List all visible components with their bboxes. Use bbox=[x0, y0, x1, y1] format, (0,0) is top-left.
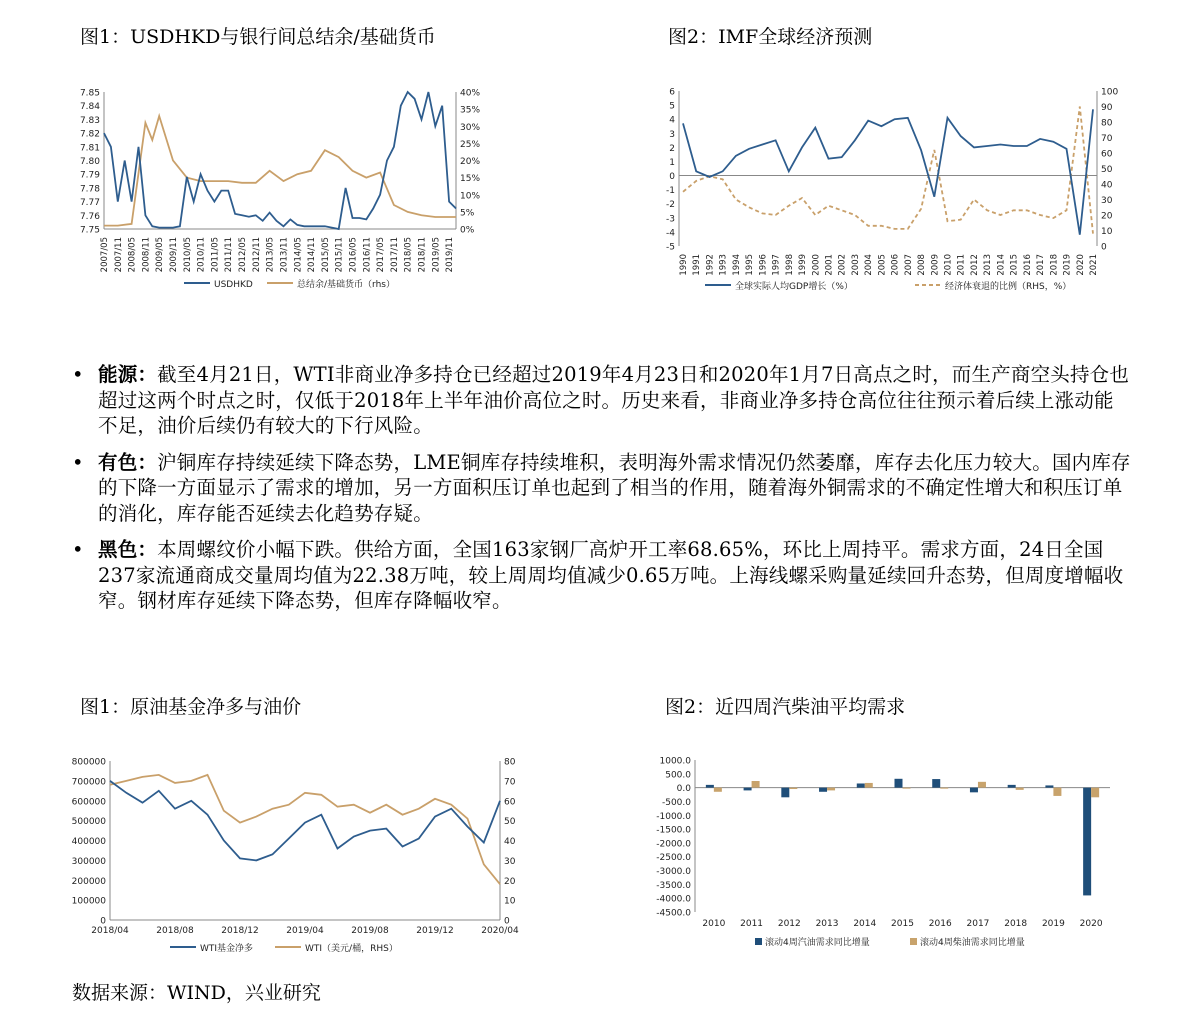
x-tick-label: 2017/11 bbox=[389, 237, 400, 273]
y-tick-label-left: -1500.0 bbox=[656, 825, 691, 836]
bar-diesel bbox=[1016, 788, 1024, 790]
x-tick-label: 2018/05 bbox=[403, 237, 414, 273]
series-line-gdp-growth bbox=[683, 109, 1093, 234]
bullet-nonferrous bbox=[72, 450, 1132, 527]
y-tick-label-left: -3 bbox=[666, 214, 675, 225]
x-tick-label: 2011 bbox=[956, 253, 967, 276]
x-tick-label: 2007/05 bbox=[100, 237, 110, 273]
x-tick-label: 2020 bbox=[1079, 919, 1103, 929]
y-tick-label-left: 7.84 bbox=[79, 102, 100, 113]
chart3-wti bbox=[60, 745, 530, 960]
x-tick-label: 2017 bbox=[966, 919, 990, 929]
y-tick-label-right: 50 bbox=[1101, 165, 1113, 175]
bar-diesel bbox=[865, 783, 873, 788]
x-tick-label: 2008/11 bbox=[141, 236, 152, 273]
x-tick-label: 2011/05 bbox=[210, 236, 221, 273]
bullet-dot: • bbox=[72, 363, 84, 386]
x-tick-label: 2000 bbox=[811, 254, 822, 276]
y-tick-label-left: -1000.0 bbox=[656, 811, 691, 822]
x-tick-label: 2008/05 bbox=[127, 236, 138, 273]
x-tick-label: 1991 bbox=[692, 253, 703, 276]
x-tick-label: 2007/11 bbox=[113, 236, 124, 273]
y-tick-label-left: -4 bbox=[666, 228, 675, 239]
y-tick-label-left: 7.79 bbox=[79, 170, 100, 181]
bullet-energy bbox=[72, 362, 1132, 439]
y-tick-label-left: -3000.0 bbox=[656, 867, 691, 878]
bullet-dot: • bbox=[72, 538, 84, 561]
y-tick-label-left: -500.0 bbox=[661, 797, 691, 808]
bullet-head: 黑色： bbox=[98, 538, 158, 561]
x-tick-label: 2012/05 bbox=[238, 236, 248, 273]
x-tick-label: 2004 bbox=[864, 254, 875, 276]
y-tick-label-left: 7.81 bbox=[79, 143, 100, 154]
x-tick-label: 1999 bbox=[798, 253, 808, 276]
x-tick-label: 2014/11 bbox=[307, 237, 318, 273]
x-tick-label: 2018 bbox=[1049, 253, 1060, 276]
legend-label: 滚动4周柴油需求同比增量 bbox=[920, 938, 1025, 948]
bar-gasoline bbox=[1045, 785, 1053, 787]
x-tick-label: 2017/05 bbox=[376, 237, 387, 273]
y-tick-label-left: 5 bbox=[669, 101, 675, 112]
y-tick-label-left: -5 bbox=[666, 242, 675, 253]
x-tick-label: 2018/08 bbox=[156, 926, 194, 936]
y-tick-label-right: 80 bbox=[504, 757, 516, 768]
x-tick-label: 2010/05 bbox=[182, 236, 193, 273]
y-tick-label-right: 40 bbox=[1101, 180, 1113, 191]
x-tick-label: 1995 bbox=[745, 253, 756, 276]
x-tick-label: 2019 bbox=[1062, 253, 1073, 276]
bar-diesel bbox=[789, 788, 797, 789]
series-line-wti-price bbox=[110, 775, 500, 884]
y-tick-label-right: 70 bbox=[504, 777, 516, 788]
y-tick-label-right: 50 bbox=[504, 817, 516, 828]
data-source: 数据来源：WIND，兴业研究 bbox=[72, 982, 321, 1004]
bullet-head: 能源： bbox=[98, 363, 158, 386]
y-tick-label-right: 0% bbox=[460, 225, 475, 236]
series-line-usdhkd bbox=[104, 92, 456, 229]
y-tick-label-right: 30 bbox=[504, 856, 516, 867]
y-tick-label-left: 800000 bbox=[71, 757, 106, 768]
x-tick-label: 2001 bbox=[824, 254, 835, 276]
y-tick-label-left: 7.82 bbox=[79, 129, 100, 140]
y-tick-label-left: 0.0 bbox=[676, 784, 691, 795]
y-tick-label-left: 7.76 bbox=[79, 211, 100, 222]
bar-diesel bbox=[978, 782, 986, 788]
series-line-base-money bbox=[104, 116, 456, 226]
x-tick-label: 2010 bbox=[943, 253, 954, 276]
y-tick-label-left: 700000 bbox=[71, 777, 106, 788]
bar-gasoline bbox=[706, 785, 714, 788]
x-tick-label: 2019/12 bbox=[416, 926, 454, 936]
chart1-title: 图1：USDHKD与银行间总结余/基础货币 bbox=[80, 26, 436, 48]
x-tick-label: 2014 bbox=[853, 919, 877, 929]
bar-diesel bbox=[827, 788, 835, 791]
y-tick-label-left: 600000 bbox=[71, 797, 106, 808]
x-tick-label: 2013/11 bbox=[279, 237, 290, 273]
bullet-text: 截至4月21日，WTI非商业净多持仓已经超过2019年4月23日和2020年1月7日高点之时，而生产商空头持仓也超过这两个时点之时，仅低于2018年上半年油价高位之时。历史来看，非商业净多持仓高位往往预示着后续上涨动能不足，油价后续仍有较大的下行风险。 bbox=[98, 363, 1130, 437]
y-tick-label-left: 500000 bbox=[71, 817, 106, 828]
x-tick-label: 2021 bbox=[1089, 254, 1099, 276]
y-tick-label-left: 0 bbox=[100, 916, 106, 927]
x-tick-label: 2020/04 bbox=[481, 926, 519, 936]
y-tick-label-right: 10% bbox=[460, 191, 481, 202]
x-tick-label: 2016 bbox=[1022, 254, 1033, 276]
x-tick-label: 1997 bbox=[771, 254, 782, 276]
y-tick-label-right: 15% bbox=[460, 174, 481, 185]
x-tick-label: 2012/11 bbox=[251, 236, 262, 273]
legend-swatch bbox=[755, 938, 762, 945]
bar-gasoline bbox=[1083, 788, 1091, 896]
legend-swatch bbox=[910, 938, 917, 945]
y-tick-label-right: 60 bbox=[504, 797, 516, 808]
y-tick-label-right: 90 bbox=[1101, 103, 1113, 113]
x-tick-label: 2003 bbox=[850, 253, 861, 276]
y-tick-label-left: 7.77 bbox=[79, 198, 100, 209]
bullet-text: 沪铜库存持续延续下降态势，LME铜库存持续堆积，表明海外需求情况仍然萎靡，库存去化压力较大。国内库存的下降一方面显示了需求的增加，另一方面积压订单也起到了相当的作用，随着海外铜需求的不确定性增大和积压订单的消化，库存能否延续去化趋势存疑。 bbox=[98, 450, 1131, 525]
legend-label: 总结余/基础货币（rhs） bbox=[297, 280, 395, 290]
chart4-fuel-demand bbox=[645, 750, 1115, 960]
x-tick-label: 2014 bbox=[996, 253, 1007, 276]
x-tick-label: 2018/12 bbox=[221, 926, 259, 936]
x-tick-label: 1998 bbox=[784, 253, 795, 276]
y-tick-label-left: 2 bbox=[669, 143, 675, 154]
y-tick-label-left: -3500.0 bbox=[656, 880, 691, 891]
bar-diesel bbox=[1091, 788, 1099, 798]
y-tick-label-left: -4500.0 bbox=[656, 908, 691, 919]
chart4-title: 图2：近四周汽柴油平均需求 bbox=[665, 696, 906, 718]
x-tick-label: 1992 bbox=[705, 254, 716, 276]
bar-diesel bbox=[940, 788, 948, 789]
bullet-ferrous bbox=[72, 537, 1132, 614]
y-tick-label-right: 80 bbox=[1101, 118, 1113, 129]
y-tick-label-right: 20% bbox=[460, 157, 481, 167]
chart2-imf bbox=[645, 78, 1135, 318]
y-tick-label-left: -2 bbox=[666, 200, 675, 211]
y-tick-label-right: 100 bbox=[1101, 87, 1119, 98]
y-tick-label-left: 7.85 bbox=[79, 88, 100, 99]
y-tick-label-right: 40% bbox=[460, 88, 481, 99]
bar-gasoline bbox=[970, 788, 978, 793]
y-tick-label-left: 0 bbox=[669, 172, 675, 183]
x-tick-label: 2009 bbox=[930, 254, 941, 276]
x-tick-label: 1993 bbox=[718, 254, 729, 276]
x-tick-label: 2008 bbox=[917, 254, 928, 276]
x-tick-label: 2015/05 bbox=[320, 237, 331, 273]
legend-label: 经济体衰退的比例（RHS，%） bbox=[945, 282, 1072, 292]
y-tick-label-left: 7.83 bbox=[79, 115, 100, 126]
bar-gasoline bbox=[895, 779, 903, 788]
y-tick-label-left: 100000 bbox=[71, 896, 106, 907]
x-tick-label: 1994 bbox=[731, 253, 742, 276]
y-tick-label-left: 7.78 bbox=[79, 184, 100, 195]
y-tick-label-left: -2500.0 bbox=[656, 853, 691, 864]
x-tick-label: 2009/11 bbox=[169, 236, 179, 273]
bar-gasoline bbox=[744, 788, 752, 791]
y-tick-label-left: 7.75 bbox=[79, 225, 100, 236]
bar-gasoline bbox=[857, 783, 865, 787]
y-tick-label-right: 20 bbox=[1101, 211, 1113, 222]
y-tick-label-left: 6 bbox=[669, 87, 675, 98]
y-tick-label-right: 5% bbox=[460, 208, 475, 219]
y-tick-label-left: 400000 bbox=[71, 837, 106, 847]
x-tick-label: 2019/08 bbox=[351, 926, 389, 936]
y-tick-label-left: 1000.0 bbox=[659, 756, 691, 767]
y-tick-label-left: -4000.0 bbox=[656, 894, 691, 905]
x-tick-label: 2016 bbox=[928, 919, 952, 929]
x-tick-label: 2020 bbox=[1075, 254, 1086, 276]
y-tick-label-left: 7.80 bbox=[79, 157, 100, 167]
legend-label: WTI（美元/桶，RHS） bbox=[305, 944, 398, 954]
bar-gasoline bbox=[932, 779, 940, 788]
x-tick-label: 2015 bbox=[891, 919, 914, 929]
y-tick-label-right: 30 bbox=[1101, 196, 1113, 206]
x-tick-label: 2018 bbox=[1004, 919, 1028, 929]
legend-label: WTI基金净多 bbox=[200, 944, 254, 954]
chart3-title: 图1：原油基金净多与油价 bbox=[80, 696, 302, 718]
x-tick-label: 2007 bbox=[903, 253, 914, 276]
y-tick-label-right: 0 bbox=[1101, 242, 1107, 253]
x-tick-label: 2014/05 bbox=[293, 237, 304, 273]
y-tick-label-right: 10 bbox=[504, 896, 516, 907]
bullet-head: 有色： bbox=[98, 450, 158, 474]
y-tick-label-right: 70 bbox=[1101, 134, 1113, 144]
x-tick-label: 2011 bbox=[740, 919, 764, 929]
y-tick-label-right: 20 bbox=[504, 876, 516, 887]
x-tick-label: 2018/04 bbox=[91, 926, 129, 936]
bullet-dot: • bbox=[72, 450, 84, 474]
x-tick-label: 2016/11 bbox=[362, 237, 373, 273]
x-tick-label: 2005 bbox=[877, 254, 888, 276]
bar-gasoline bbox=[819, 788, 827, 792]
y-tick-label-left: 3 bbox=[669, 129, 675, 140]
x-tick-label: 2016/05 bbox=[348, 237, 359, 273]
y-tick-label-right: 40 bbox=[504, 837, 516, 847]
x-tick-label: 2010 bbox=[702, 919, 726, 929]
bar-gasoline bbox=[781, 788, 789, 798]
y-tick-label-left: 300000 bbox=[71, 856, 106, 867]
x-tick-label: 1996 bbox=[758, 254, 769, 276]
x-tick-label: 2017 bbox=[1036, 254, 1047, 276]
bar-diesel bbox=[714, 788, 722, 792]
x-tick-label: 2011/11 bbox=[224, 236, 235, 273]
x-tick-label: 2012 bbox=[970, 254, 980, 276]
y-tick-label-right: 0 bbox=[504, 916, 510, 927]
x-tick-label: 2015 bbox=[1009, 253, 1020, 276]
chart1-usdhkd bbox=[62, 78, 502, 318]
y-tick-label-right: 25% bbox=[460, 139, 481, 150]
x-tick-label: 2013/05 bbox=[265, 236, 276, 273]
y-tick-label-left: -1 bbox=[666, 186, 675, 197]
x-tick-label: 2010/11 bbox=[196, 236, 207, 273]
x-tick-label: 2006 bbox=[890, 253, 901, 276]
x-tick-label: 1990 bbox=[679, 254, 689, 276]
y-tick-label-right: 10 bbox=[1101, 227, 1113, 237]
bar-diesel bbox=[1053, 788, 1061, 796]
y-tick-label-left: -2000.0 bbox=[656, 839, 691, 850]
legend-label: USDHKD bbox=[214, 280, 253, 290]
x-tick-label: 2019/11 bbox=[445, 237, 456, 273]
bar-diesel bbox=[752, 781, 760, 788]
y-tick-label-right: 35% bbox=[460, 105, 481, 116]
bar-gasoline bbox=[1008, 785, 1016, 788]
legend-label: 滚动4周汽油需求同比增量 bbox=[765, 938, 870, 948]
x-tick-label: 2013 bbox=[815, 919, 839, 929]
x-tick-label: 2013 bbox=[983, 254, 994, 276]
x-tick-label: 2018/11 bbox=[417, 237, 428, 273]
x-tick-label: 2019 bbox=[1041, 919, 1065, 929]
x-tick-label: 2012 bbox=[777, 919, 801, 929]
x-tick-label: 2019/05 bbox=[431, 237, 442, 273]
y-tick-label-left: 4 bbox=[669, 115, 675, 126]
chart2-title: 图2：IMF全球经济预测 bbox=[668, 26, 873, 48]
x-tick-label: 2019/04 bbox=[286, 926, 324, 936]
y-tick-label-right: 60 bbox=[1101, 149, 1113, 160]
bar-diesel bbox=[903, 788, 911, 789]
bullet-text: 本周螺纹价小幅下跌。供给方面，全国163家钢厂高炉开工率68.65%，环比上周持平。需求方面，24日全国237家流通商成交量周均值为22.38万吨，较上周周均值减少0.65万吨。上海线螺采购量延续回升态势，但周度增幅收窄。钢材库存延续下降态势，但库存降幅收窄。 bbox=[98, 538, 1124, 612]
commentary-list bbox=[72, 362, 1132, 625]
y-tick-label-left: 200000 bbox=[71, 876, 106, 887]
y-tick-label-left: 500.0 bbox=[665, 770, 691, 781]
legend-label: 全球实际人均GDP增长（%） bbox=[735, 282, 853, 292]
y-tick-label-left: 1 bbox=[669, 157, 675, 168]
series-line-recession-share bbox=[683, 107, 1093, 234]
y-tick-label-right: 30% bbox=[460, 122, 481, 133]
x-tick-label: 2015/11 bbox=[334, 237, 345, 273]
x-tick-label: 2009/05 bbox=[155, 236, 166, 273]
x-tick-label: 2002 bbox=[837, 253, 848, 276]
